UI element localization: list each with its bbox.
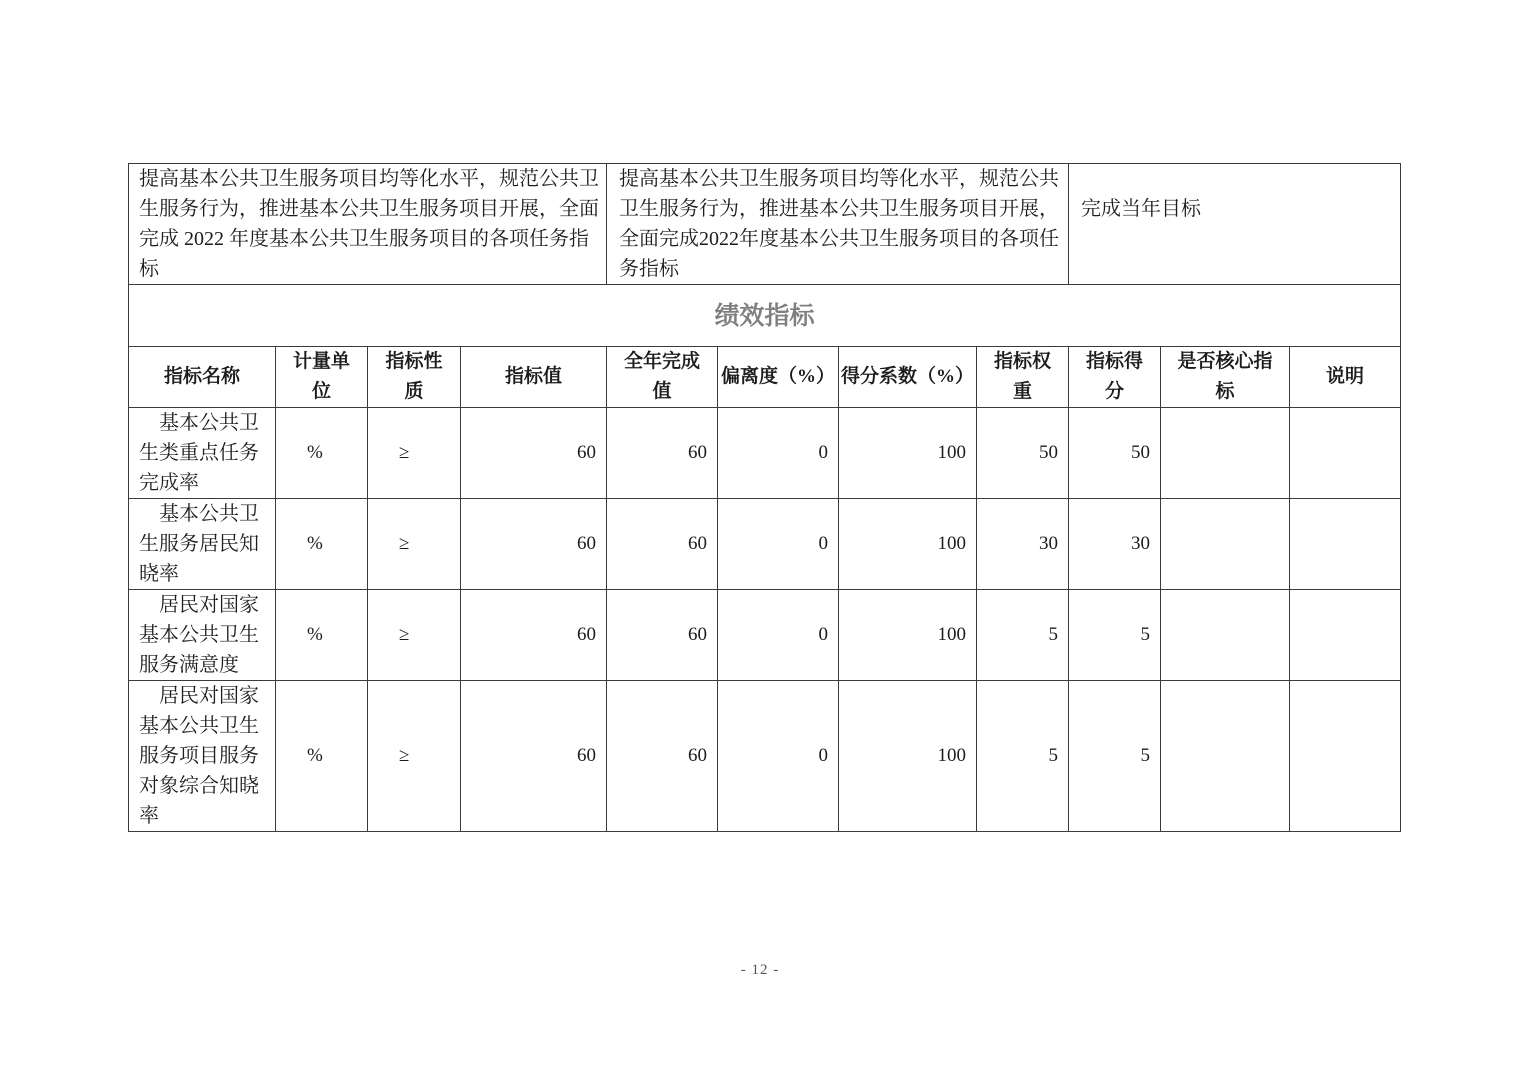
header-value bbox=[461, 347, 607, 408]
header-name-label: 指标名称 bbox=[163, 366, 240, 388]
is-core-cell bbox=[1161, 408, 1290, 499]
weight-cell: 5 bbox=[977, 681, 1069, 832]
header-nature-label: 指标性质 bbox=[385, 351, 443, 402]
unit-cell: % bbox=[276, 499, 368, 590]
actual-cell: 60 bbox=[607, 408, 718, 499]
nature-cell: ≥ bbox=[368, 499, 461, 590]
nature-cell: ≥ bbox=[368, 681, 461, 832]
performance-table bbox=[128, 163, 1401, 832]
indicator-name-cell: 基本公共卫生服务居民知晓率 bbox=[129, 499, 276, 590]
unit-cell: % bbox=[276, 590, 368, 681]
is-core-cell bbox=[1161, 681, 1290, 832]
goal-row bbox=[129, 164, 1401, 285]
score-coef-cell: 100 bbox=[839, 499, 977, 590]
header-unit bbox=[276, 347, 368, 408]
header-value-label: 指标值 bbox=[504, 366, 562, 388]
weight-cell: 5 bbox=[977, 590, 1069, 681]
indicator-name-cell: 基本公共卫生类重点任务完成率 bbox=[129, 408, 276, 499]
deviation-cell: 0 bbox=[718, 590, 839, 681]
header-weight-label: 指标权重 bbox=[993, 351, 1051, 402]
value-cell: 60 bbox=[461, 681, 607, 832]
table-row bbox=[129, 499, 1401, 590]
score-cell: 50 bbox=[1069, 408, 1161, 499]
header-name bbox=[129, 347, 276, 408]
planned-goal-cell: 提高基本公共卫生服务项目均等化水平，规范公共卫生服务行为，推进基本公共卫生服务项目开展，全面完成 2022 年度基本公共卫生服务项目的各项任务指标 bbox=[129, 164, 607, 285]
unit-cell: % bbox=[276, 408, 368, 499]
deviation-cell: 0 bbox=[718, 499, 839, 590]
header-row bbox=[129, 347, 1401, 408]
header-deviation bbox=[718, 347, 839, 408]
header-nature bbox=[368, 347, 461, 408]
actual-cell: 60 bbox=[607, 681, 718, 832]
header-unit-label: 计量单位 bbox=[292, 351, 350, 402]
weight-cell: 30 bbox=[977, 499, 1069, 590]
value-cell: 60 bbox=[461, 590, 607, 681]
is-core-cell bbox=[1161, 499, 1290, 590]
header-actual-label: 全年完成值 bbox=[623, 351, 700, 402]
value-cell: 60 bbox=[461, 499, 607, 590]
header-score bbox=[1069, 347, 1161, 408]
header-score-label: 指标得分 bbox=[1085, 351, 1143, 402]
score-cell: 5 bbox=[1069, 681, 1161, 832]
is-core-cell bbox=[1161, 590, 1290, 681]
score-coef-cell: 100 bbox=[839, 590, 977, 681]
page-number: - 12 - bbox=[740, 962, 780, 978]
note-cell bbox=[1290, 499, 1401, 590]
header-weight bbox=[977, 347, 1069, 408]
header-is-core-label: 是否核心指标 bbox=[1177, 351, 1273, 402]
score-coef-cell: 100 bbox=[839, 408, 977, 499]
weight-cell: 50 bbox=[977, 408, 1069, 499]
section-title-row bbox=[129, 285, 1401, 347]
goal-remark-cell: 完成当年目标 bbox=[1069, 164, 1401, 285]
actual-cell: 60 bbox=[607, 590, 718, 681]
note-cell bbox=[1290, 590, 1401, 681]
header-is-core bbox=[1161, 347, 1290, 408]
nature-cell: ≥ bbox=[368, 408, 461, 499]
table-row bbox=[129, 681, 1401, 832]
score-coef-cell: 100 bbox=[839, 681, 977, 832]
section-title: 绩效指标 bbox=[129, 285, 1401, 347]
table-row bbox=[129, 590, 1401, 681]
actual-cell: 60 bbox=[607, 499, 718, 590]
unit-cell: % bbox=[276, 681, 368, 832]
deviation-cell: 0 bbox=[718, 408, 839, 499]
value-cell: 60 bbox=[461, 408, 607, 499]
note-cell bbox=[1290, 681, 1401, 832]
score-cell: 30 bbox=[1069, 499, 1161, 590]
indicator-name-cell: 居民对国家基本公共卫生服务满意度 bbox=[129, 590, 276, 681]
note-cell bbox=[1290, 408, 1401, 499]
header-actual bbox=[607, 347, 718, 408]
header-score-coef-label: 得分系数（%） bbox=[840, 366, 974, 387]
table-row bbox=[129, 408, 1401, 499]
indicator-name-cell: 居民对国家基本公共卫生服务项目服务对象综合知晓率 bbox=[129, 681, 276, 832]
score-cell: 5 bbox=[1069, 590, 1161, 681]
header-deviation-label: 偏离度（%） bbox=[720, 366, 835, 387]
header-note-label: 说明 bbox=[1325, 366, 1364, 388]
header-note bbox=[1290, 347, 1401, 408]
nature-cell: ≥ bbox=[368, 590, 461, 681]
actual-completion-cell: 提高基本公共卫生服务项目均等化水平，规范公共卫生服务行为，推进基本公共卫生服务项目开展，全面完成2022年度基本公共卫生服务项目的各项任务指标 bbox=[607, 164, 1069, 285]
deviation-cell: 0 bbox=[718, 681, 839, 832]
header-score-coef bbox=[839, 347, 977, 408]
